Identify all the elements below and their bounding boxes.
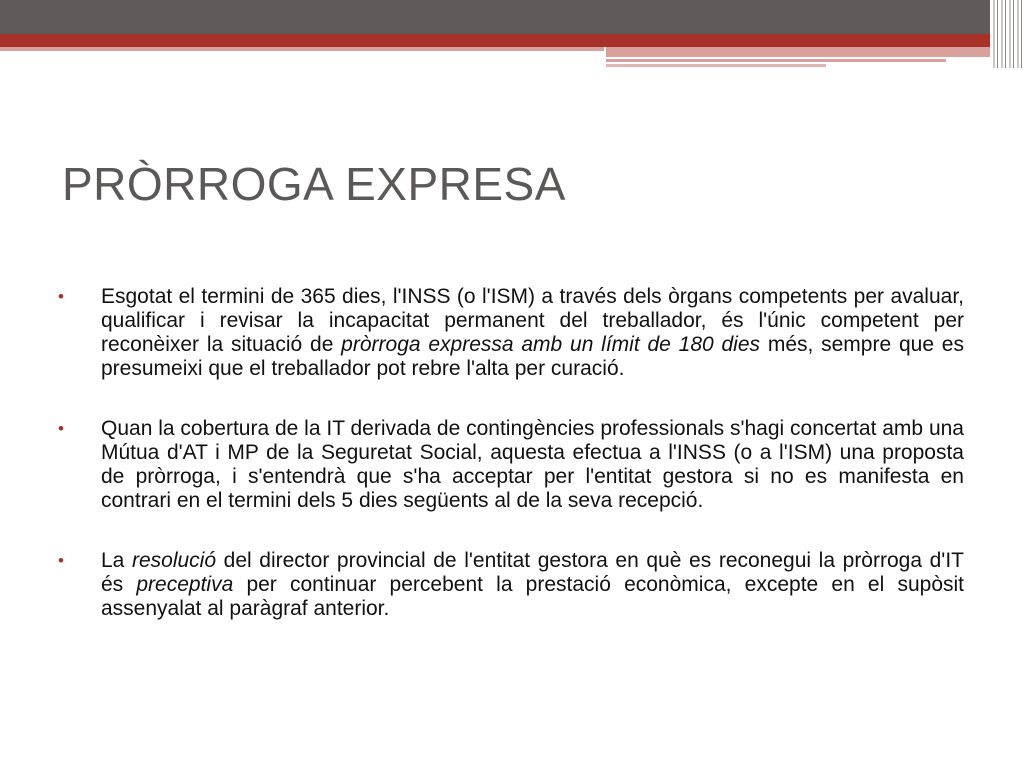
header-line-pink [606,59,946,62]
bullet-emphasis: preceptiva [136,573,234,596]
bullet-text: Quan la cobertura de la IT derivada de contingències professionals s'hagi concertat amb una Mútua d'AT i MP de la Seguretat Social, aquesta efectua a l'INSS (o a l'ISM) una proposta de pròrroga, i s'entendrà que s'ha acceptar per l'entitat gestora si no es manifesta en contrari en el termini dels 5 dies següents al de la seva recepció. [101,417,964,512]
bullet-icon: • [58,287,64,306]
header-band-pink [0,47,604,51]
bullet-item-1 [56,285,964,381]
bullet-emphasis: pròrroga expressa amb un límit de 180 dies [341,333,761,356]
slide-title: PRÒRROGA EXPRESA [62,158,566,210]
bullet-emphasis: resolució [131,549,217,572]
bullet-item-3 [56,549,964,621]
header-stripes-decoration [990,0,1024,68]
bullet-text: Esgotat el termini de 365 dies, l'INSS (o l'ISM) a través dels òrgans competents per avaluar, qualificar i revisar la incapacitat permanent del treballador, és l'únic competent per reconèixer la situació de [101,285,964,356]
header-band-gray [0,0,1024,34]
bullet-text: del director provincial de l'entitat gestora en què es reconegui la pròrroga d'IT és [101,549,964,596]
bullet-icon: • [58,551,64,570]
bullet-icon: • [58,419,64,438]
bullet-item-2 [56,417,964,513]
header-band-pink-right [606,47,990,57]
bullet-text: més, sempre que es presumeixi que el treballador pot rebre l'alta per curació. [101,333,964,380]
bullet-text: per continuar percebent la prestació econòmica, excepte en el supòsit assenyalat al paràgraf anterior. [101,573,964,620]
header-band-red [0,34,1024,47]
bullet-list [56,285,964,657]
header-line-pink-short [606,64,826,67]
bullet-text: La [101,549,132,572]
